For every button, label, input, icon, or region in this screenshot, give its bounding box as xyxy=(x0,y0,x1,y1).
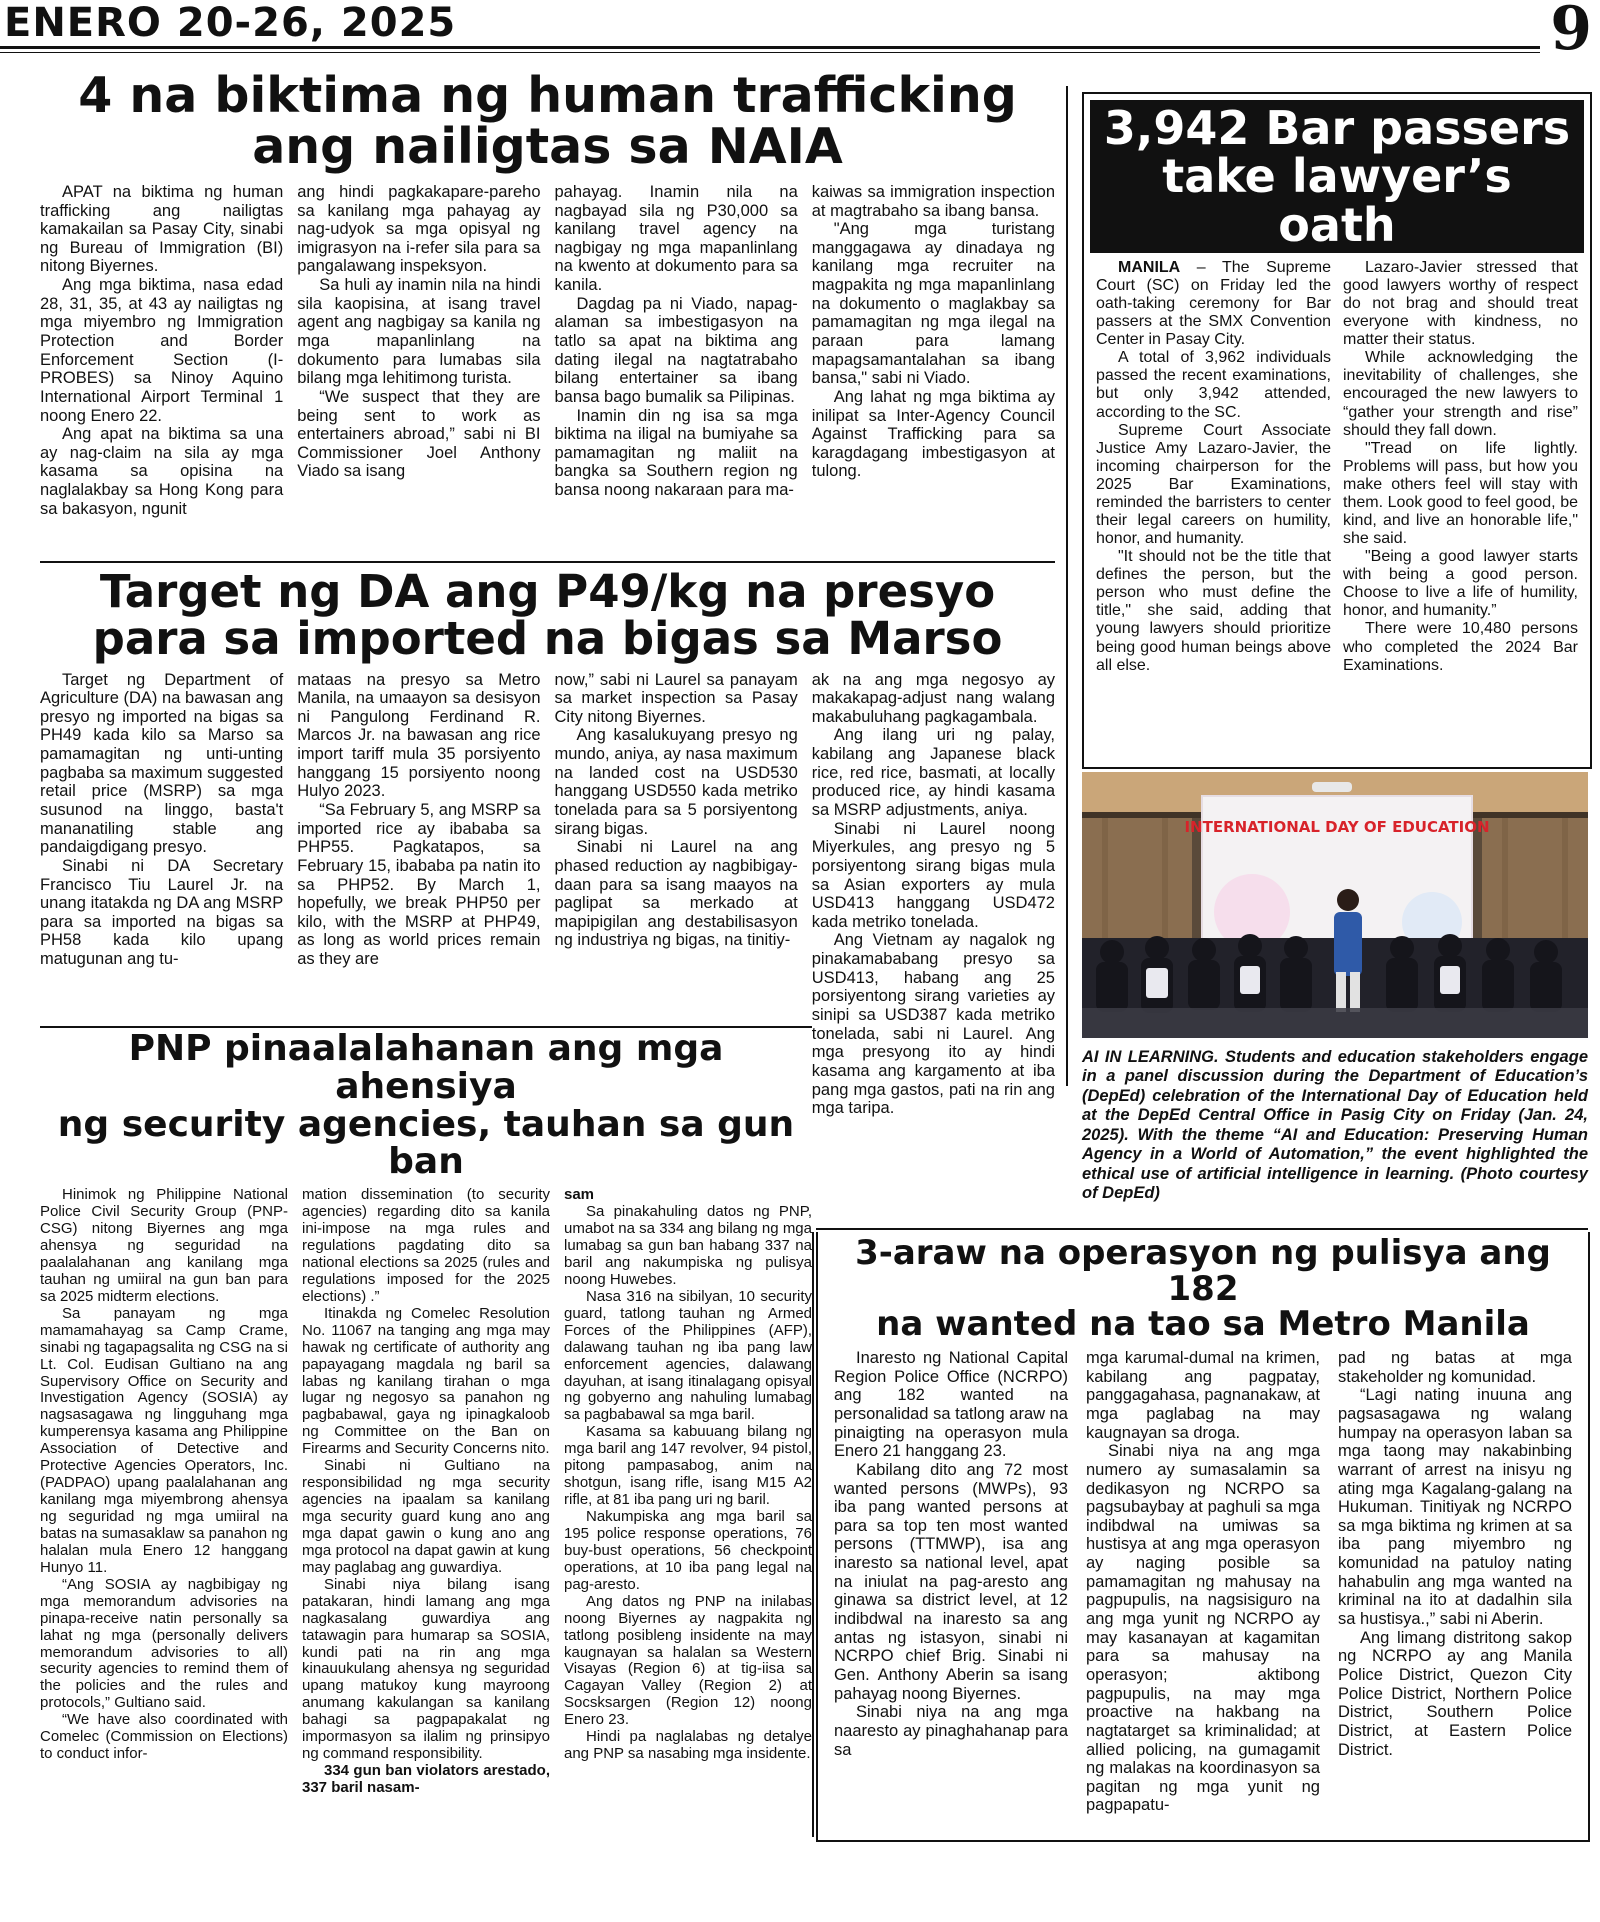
article-column xyxy=(302,1187,550,1922)
article-column xyxy=(297,183,540,559)
paragraph: Sinabi niya na ang mga naaresto ay pinaghahanap para sa xyxy=(834,1703,1068,1759)
paragraph: mataas na presyo sa Metro Manila, na umaayon sa desisyon ni Pangulong Ferdinand R. Marcos Jr. na bawasan ang rice import tariff mula 35 porsiyento hanggang 15 porsiyento noong Hulyo 2023. xyxy=(297,670,541,801)
issue-date: ENERO 20-26, 2025 xyxy=(4,0,457,46)
article-gun-ban xyxy=(40,1030,812,1922)
panel-discussion-photo-icon xyxy=(1082,772,1588,1038)
event-photo xyxy=(1082,772,1588,1038)
paragraph: Ang mga biktima, nasa edad 28, 31, 35, at 43 ay nailigtas ng mga miyembro ng Immigration Protection and Border Enforcement Section (I-PROBES) sa Ninoy Aquino International Airport Terminal 1 noong Enero 22. xyxy=(40,276,284,425)
photo-caption: AI IN LEARNING. Students and education stakeholders engage in a panel discussion during the Department of Education’s (DepEd) celebration of the International Day of Education held at the DepEd Central Office in Pasig City on Friday (Jan. 24, 2025). With the theme “AI and Education: Preserving Human Agency in a World of Automation,” the event highlighted the ethical use of artificial intelligence in learning. (Photo courtesy of DepEd) xyxy=(1082,1048,1588,1203)
paragraph: Sa pinakahuling datos ng PNP, umabot na sa 334 ang bilang ng mga lumabag sa gun ban habang 337 na baril ang nakumpiska ng pulisya noong Huwebes. xyxy=(564,1203,812,1288)
article-column xyxy=(40,1187,288,1922)
article-body xyxy=(1096,259,1578,789)
paragraph: sam xyxy=(564,1186,595,1204)
article-column xyxy=(834,1349,1068,1859)
article-column xyxy=(555,183,798,559)
paragraph: Hindi pa naglalabas ng detalye ang PNP sa nasabing mga insidente. xyxy=(564,1728,812,1763)
paragraph: Kabilang dito ang 72 most wanted persons (MWPs), 93 iba pang wanted persons at para sa top ten most wanted persons (TTMWP), isa ang inaresto sa national level, apat na iniulat na pag-aresto ang ginawa sa district level, at 12 indibdwal na inaresto sa ang antas ng istasyon, sinabi ni NCRPO chief Brig. Sinabi ni Gen. Anthony Aberin sa isang pahayag noong Biyernes. xyxy=(834,1460,1068,1703)
headline-line: ng security agencies, tauhan sa gun ban xyxy=(57,1103,795,1183)
masthead-rule xyxy=(0,46,1540,49)
paragraph: Ang datos ng PNP na inilabas noong Biyernes ay nagpakita ng tatlong posibleng insidente na may kaugnayan sa halalan sa Western Visayas (Region 6) at tig-iisa sa Cagayan Valley (Region 2) at Socsksargen (Region 12) noong Enero 23. xyxy=(564,1592,812,1729)
headline-line: Target ng DA ang P49/kg na presyo xyxy=(99,565,996,618)
paragraph: “Lagi nating inuuna ang pagsasagawa ng walang humpay na operasyon laban sa mga taong may nakabinbing warrant of arrest na inisyu ng ating mga Kagalang-galang na Hukuman. Tinitiyak ng NCRPO sa mga biktima ng krimen at sa iba pang miyembro ng komunidad na patuloy nating hahabulin ang mga wanted na kriminal na ito at dadalhin sila sa hustisya.,” sabi ni Aberin. xyxy=(1338,1386,1572,1629)
box-top-rule xyxy=(816,1228,1588,1230)
masthead-rule-thin xyxy=(0,52,1540,53)
paragraph: Nasa 316 na sibilyan, 10 security guard, tatlong tauhan ng Armed Forces of the Philippines (AFP), dalawang tauhan ng iba pang law enforcement agencies, dalawang dayuhan, at isang itinalagang opisyal ng gobyerno ang nahuling lumabag sa pagbabawal sa mga baril. xyxy=(564,1287,812,1424)
paragraph: "Being a good lawyer starts with being a good person. Choose to live a life of humility, honor, and humanity.” xyxy=(1343,548,1578,620)
article-body xyxy=(40,1187,812,1922)
paragraph: pad ng batas at mga stakeholder ng komunidad. xyxy=(1338,1349,1572,1386)
article-column xyxy=(1096,259,1331,789)
article-human-trafficking xyxy=(40,67,1055,559)
paragraph: Dagdag pa ni Viado, napag-alaman sa imbestigasyon na tatlo sa apat na biktima ang dating ilegal na nagtatrabaho bilang entertainer sa ibang bansa bago bumalik sa Pilipinas. xyxy=(554,294,798,406)
article-body xyxy=(40,183,1055,559)
article-column xyxy=(812,183,1055,559)
headline-line: ang nailigtas sa NAIA xyxy=(252,118,843,176)
headline-line: 3,942 Bar passers xyxy=(1103,101,1571,155)
column-divider xyxy=(812,1232,814,1837)
paragraph: Sinabi ni Gultiano na responsibilidad ng mga security agencies na ipaalam sa kanilang mga security guard kung ano ang mga dapat gawin o kung ano ang mga protocol na dapat gawin at kung may paglabag ang guwardiya. xyxy=(302,1457,550,1576)
paragraph: Sa huli ay inamin nila na hindi sila kaopisina, at isang travel agent ang nagbigay sa kanila ng mga mapanlinlang na dokumento para lumabas sila bilang mga lehitimong turista. xyxy=(297,276,541,388)
headline-line: 4 na biktima ng human trafficking xyxy=(78,67,1017,124)
article-headline xyxy=(40,67,1055,176)
dateline: MANILA xyxy=(1118,258,1181,276)
paragraph: “Ang SOSIA ay nagbibigay ng mga memorandum advisories na pinapa-receive natin personally sa lahat ng mga (personally delivers memorandum advisories to all) security agencies to remind them of the policies and the rules and protocols,” Gultiano said. xyxy=(40,1575,288,1712)
paragraph: “Sa February 5, ang MSRP sa imported rice ay ibababa sa PHP55. Pagkatapos, sa February 15, ibababa pa natin ito sa PHP52. By March 1, hopefully, we break PHP50 per kilo, with the MSRP at PHP49, as long as world prices remain as they are xyxy=(297,800,541,969)
paragraph: Sinabi niya bilang isang patakaran, hindi lamang ang mga nagkasalang guwardiya ang tatawagin para humarap sa SOSIA, kundi pati na rin ang mga kinauukulang ahensya ng seguridad upang matukoy kung mayroong anumang kakulangan sa kanilang bahagi sa pagpapakalat ng impormasyon sa ilalim ng prinsipyo ng command responsibility. xyxy=(302,1575,550,1763)
headline-line: PNP pinaalalahanan ang mga ahensiya xyxy=(128,1028,724,1107)
page-number: 9 xyxy=(1550,0,1592,64)
paragraph: Inamin din ng isa sa mga biktima na iligal na bumiyahe sa pamamagitan ng maliit na bangka sa Southern region ng bansa noong nakaraan para ma- xyxy=(554,406,798,500)
article-headline xyxy=(40,565,1055,666)
paragraph: Kasama sa kabuuang bilang ng mga baril ang 147 revolver, 94 pistol, pitong pampasabog, anim na shotgun, isang rifle, isang M15 A2 rifle, at 81 iba pang uri ng baril. xyxy=(564,1423,812,1509)
paragraph: While acknowledging the inevitability of challenges, she encouraged the new lawyers to “gather your strength and rise” should they fall down. xyxy=(1343,349,1578,439)
photo-banner-text: INTERNATIONAL DAY OF EDUCATION xyxy=(1184,818,1490,836)
paragraph: Sinabi ni DA Secretary Francisco Tiu Laurel Jr. na unang itatakda ng DA ang MSRP para sa imported na bigas sa PH58 kada kilo upang matugunan ang tu- xyxy=(40,856,284,969)
paragraph: Lazaro-Javier stressed that good lawyers worthy of respect do not brag and should treat everyone with kindness, no matter their status. xyxy=(1343,258,1578,349)
paragraph: kaiwas sa immigration inspection at magtrabaho sa ibang bansa. xyxy=(811,182,1055,220)
paragraph: now,” sabi ni Laurel sa panayam sa market inspection sa Pasay City nitong Biyernes. xyxy=(554,670,798,726)
paragraph: Hinimok ng Philippine National Police Civil Security Group (PNP-CSG) nitong Biyernes ang mga ahensya ng seguridad na paalalahanan ang kanilang mga tauhan ng umiiral na gun ban para sa 2025 midterm elections. xyxy=(40,1186,288,1305)
article-ncrpo-operation xyxy=(816,1232,1590,1842)
article-body xyxy=(834,1349,1572,1859)
paragraph: Ang Vietnam ay nagalok ng pinakamababang presyo sa USD413, habang ang 25 porsiyentong sirang varieties ay sinipi sa USD387 kada metriko tonelada, sabi ni Laurel. Ang mga presyong ito ay hindi kasama ang kargamento at iba pang mga gastos, pati na rin ang mga taripa. xyxy=(811,931,1055,1118)
article-headline xyxy=(818,1233,1588,1345)
section-divider xyxy=(40,561,1055,563)
column-divider xyxy=(1066,86,1068,1086)
article-column xyxy=(1343,259,1578,789)
paragraph: mation dissemination (to security agencies) regarding dito sa kanila ini-impose na mga rules and regulations pagdating dito sa national elections sa 2025 (rules and regulations imposed for the 2025 elections) .” xyxy=(302,1186,550,1305)
article-column xyxy=(40,671,283,1028)
paragraph: Ang kasalukuyang presyo ng mundo, aniya, ay nasa maximum na landed cost na USD530 hanggang USD550 kada metriko tonelada para sa 5 porsiyentong sirang bigas. xyxy=(554,726,798,838)
paragraph: pahayag. Inamin nila na nagbayad sila ng P30,000 sa kanilang travel agency na nagbigay ng mga mapanlinlang na kwento at dokumento para sa kanila. xyxy=(554,182,798,295)
paragraph: Supreme Court Associate Justice Amy Lazaro-Javier, the incoming chairperson for the 2025 Bar Examinations, reminded the barristers to center their legal careers on humility, honor, and humanity. xyxy=(1096,421,1331,548)
masthead xyxy=(0,0,1600,64)
paragraph: Target ng Department of Agriculture (DA) na bawasan ang presyo ng imported na bigas sa PH49 kada kilo sa Marso sa pamamagitan ng unti-unting pagbaba sa maximum suggested retail price (MSRP) sa mga susunod na linggo, basta't mananatiling stable ang pandaigdigang presyo. xyxy=(40,670,284,857)
paragraph: Ang lahat ng mga biktima ay inilipat sa Inter-Agency Council Against Trafficking para sa karagdagang imbestigasyon at tulong. xyxy=(811,387,1055,481)
paragraph: Sinabi niya na ang mga numero ay sumasalamin sa dedikasyon ng NCRPO sa pagsubaybay at paghuli sa mga indibdwal na umiwas sa hustisya at ang mga operasyon ay naging posible sa pamamagitan ng mahusay na pagpupulis, na nagsisiguro na ang mga yunit ng NCRPO ay may kasanayan at kagamitan para sa mahusay na operasyon; aktibong pagpupulis, na may mga proactive na hakbang na nagtatarget sa kriminalidad; at allied policing, na gumagamit ng malakas na koordinasyon sa pagitan ng mga yunit ng pagpapatu- xyxy=(1086,1442,1320,1815)
paragraph: mga karumal-dumal na krimen, kabilang ang pagpatay, panggagahasa, pagnanakaw, at mga paglabag na may kaugnayan sa droga. xyxy=(1086,1349,1320,1442)
headline-line: na wanted na tao sa Metro Manila xyxy=(876,1304,1530,1345)
headline-line: para sa imported na bigas sa Marso xyxy=(92,612,1003,666)
article-column xyxy=(1338,1349,1572,1859)
paragraph: There were 10,480 persons who completed the 2024 Bar Examinations. xyxy=(1343,620,1578,674)
paragraph: APAT na biktima ng human trafficking ang nailigtas kamakailan sa Pasay City, sinabi ng Bureau of Immigration (BI) nitong Biyernes. xyxy=(40,182,284,276)
article-bar-passers xyxy=(1082,92,1592,769)
headline-line: 3-araw na operasyon ng pulisya ang 182 xyxy=(855,1233,1551,1309)
paragraph: "Tread on life lightly. Problems will pass, but how you make others feel will stay with them. Look good to feel good, be kind, and live an honorable life," she said. xyxy=(1343,439,1578,548)
article-column xyxy=(40,183,283,559)
paragraph: ang hindi pagkakapare-pareho sa kanilang mga pahayag ay nag-udyok sa mga opisyal ng imigrasyon na i-refer sila para sa pangalawang inspeksyon. xyxy=(297,182,541,276)
paragraph: Ang ilang uri ng palay, kabilang ang Japanese black rice, red rice, basmati, at locally produced rice, ay hindi kasama sa MSRP adjustments, aniya. xyxy=(811,726,1055,819)
paragraph: Sinabi ni Laurel na ang phased reduction ay nagbibigay-daan para sa isang maayos na paglipat sa merkado at mapipigilan ang destabilisasyon ng industriya ng bigas, na tinitiy- xyxy=(554,838,798,950)
article-column xyxy=(811,670,1055,1118)
paragraph: Ang limang distritong sakop ng NCRPO ay ang Manila Police District, Quezon City Police District, Northern Police District, Southern Police District, at Eastern Police District. xyxy=(1338,1628,1572,1759)
paragraph: "Ang mga turistang manggagawa ay dinadaya ng kanilang mga recruiter na magpakita ng mga mapanlinlang na dokumento o maglakbay sa pamamagitan ng mga ilegal na paraan para lamang mapagsamantalahan sa ibang bansa," sabi ni Viado. xyxy=(811,220,1055,388)
paragraph: Inaresto ng National Capital Region Police Office (NCRPO) ang 182 wanted na personalidad sa tatlong araw na pinaigting na operasyon mula Enero 21 hanggang 23. xyxy=(834,1349,1068,1461)
article-headline xyxy=(1090,100,1584,253)
paragraph: "It should not be the title that defines the person, but the person who must define the title," she said, adding that young lawyers should prioritize being good human beings above all else. xyxy=(1096,548,1331,674)
article-column xyxy=(297,671,540,1028)
article-headline xyxy=(40,1030,812,1181)
article-column xyxy=(1086,1349,1320,1859)
paragraph: 334 gun ban violators arestado, 337 baril nasam- xyxy=(302,1762,550,1796)
paragraph: “We have also coordinated with Comelec (Commission on Elections) to conduct infor- xyxy=(40,1711,288,1763)
paragraph: “We suspect that they are being sent to work as entertainers abroad,” sabi ni BI Commissioner Joel Anthony Viado sa isang xyxy=(297,387,541,481)
headline-line: take lawyer’s oath xyxy=(1162,149,1512,252)
article-column xyxy=(555,671,798,1028)
paragraph: Sinabi ni Laurel noong Miyerkules, ang presyo ng 5 porsiyentong sirang bigas mula sa Asian exporters ay mula USD413 hanggang USD472 kada metriko tonelada. xyxy=(811,819,1055,931)
paragraph: ak na ang mga negosyo ay makakapag-adjust nang walang makabuluhang pagkagambala. xyxy=(811,670,1055,726)
paragraph: Nakumpiska ang mga baril sa 195 police response operations, 76 buy-bust operations, 56 checkpoint operations, at 10 iba pang legal na pag-aresto. xyxy=(564,1508,812,1593)
paragraph: Ang apat na biktima sa una ay nag-claim na sila ay mga kasama sa opisina na naglalakbay sa Hong Kong para sa bakasyon, ngunit xyxy=(40,425,284,518)
paragraph: Itinakda ng Comelec Resolution No. 11067 na tanging ang mga may hawak ng certificate of authority ang papayagang magdala ng baril sa labas ng kanilang tirahan o mga lugar ng negosyo sa panahon ng pagbabawal, gaya ng ipinagkaloob ng Committee on the Ban on Firearms and Security Concerns nito. xyxy=(302,1304,550,1458)
article-column xyxy=(564,1187,812,1922)
paragraph: Sa panayam ng mga mamamahayag sa Camp Crame, sinabi ng tagapagsalita ng CSG na si Lt. Col. Eudisan Gultiano na ang Supervisory Office on Security and Investigation Agency (SOSIA) ay nagsasagawa ng lingguhang mga kumperensya kasama ang Philippine Association of Detective and Protective Agencies Operators, Inc. (PADPAO) upang paalalahanan ang kanilang mga miyembrong ahensya ng seguridad ng mga umiiral na batas na sumasaklaw sa panahon ng halalan mula Enero 12 hanggang Hunyo 11. xyxy=(40,1304,288,1576)
paragraph-text: – The Supreme Court (SC) on Friday led the oath-taking ceremony for Bar passers at the SMX Convention Center in Pasay City. xyxy=(1096,258,1331,349)
paragraph: A total of 3,962 individuals passed the recent examinations, but only 3,942 attended, according to the SC. xyxy=(1096,349,1331,421)
